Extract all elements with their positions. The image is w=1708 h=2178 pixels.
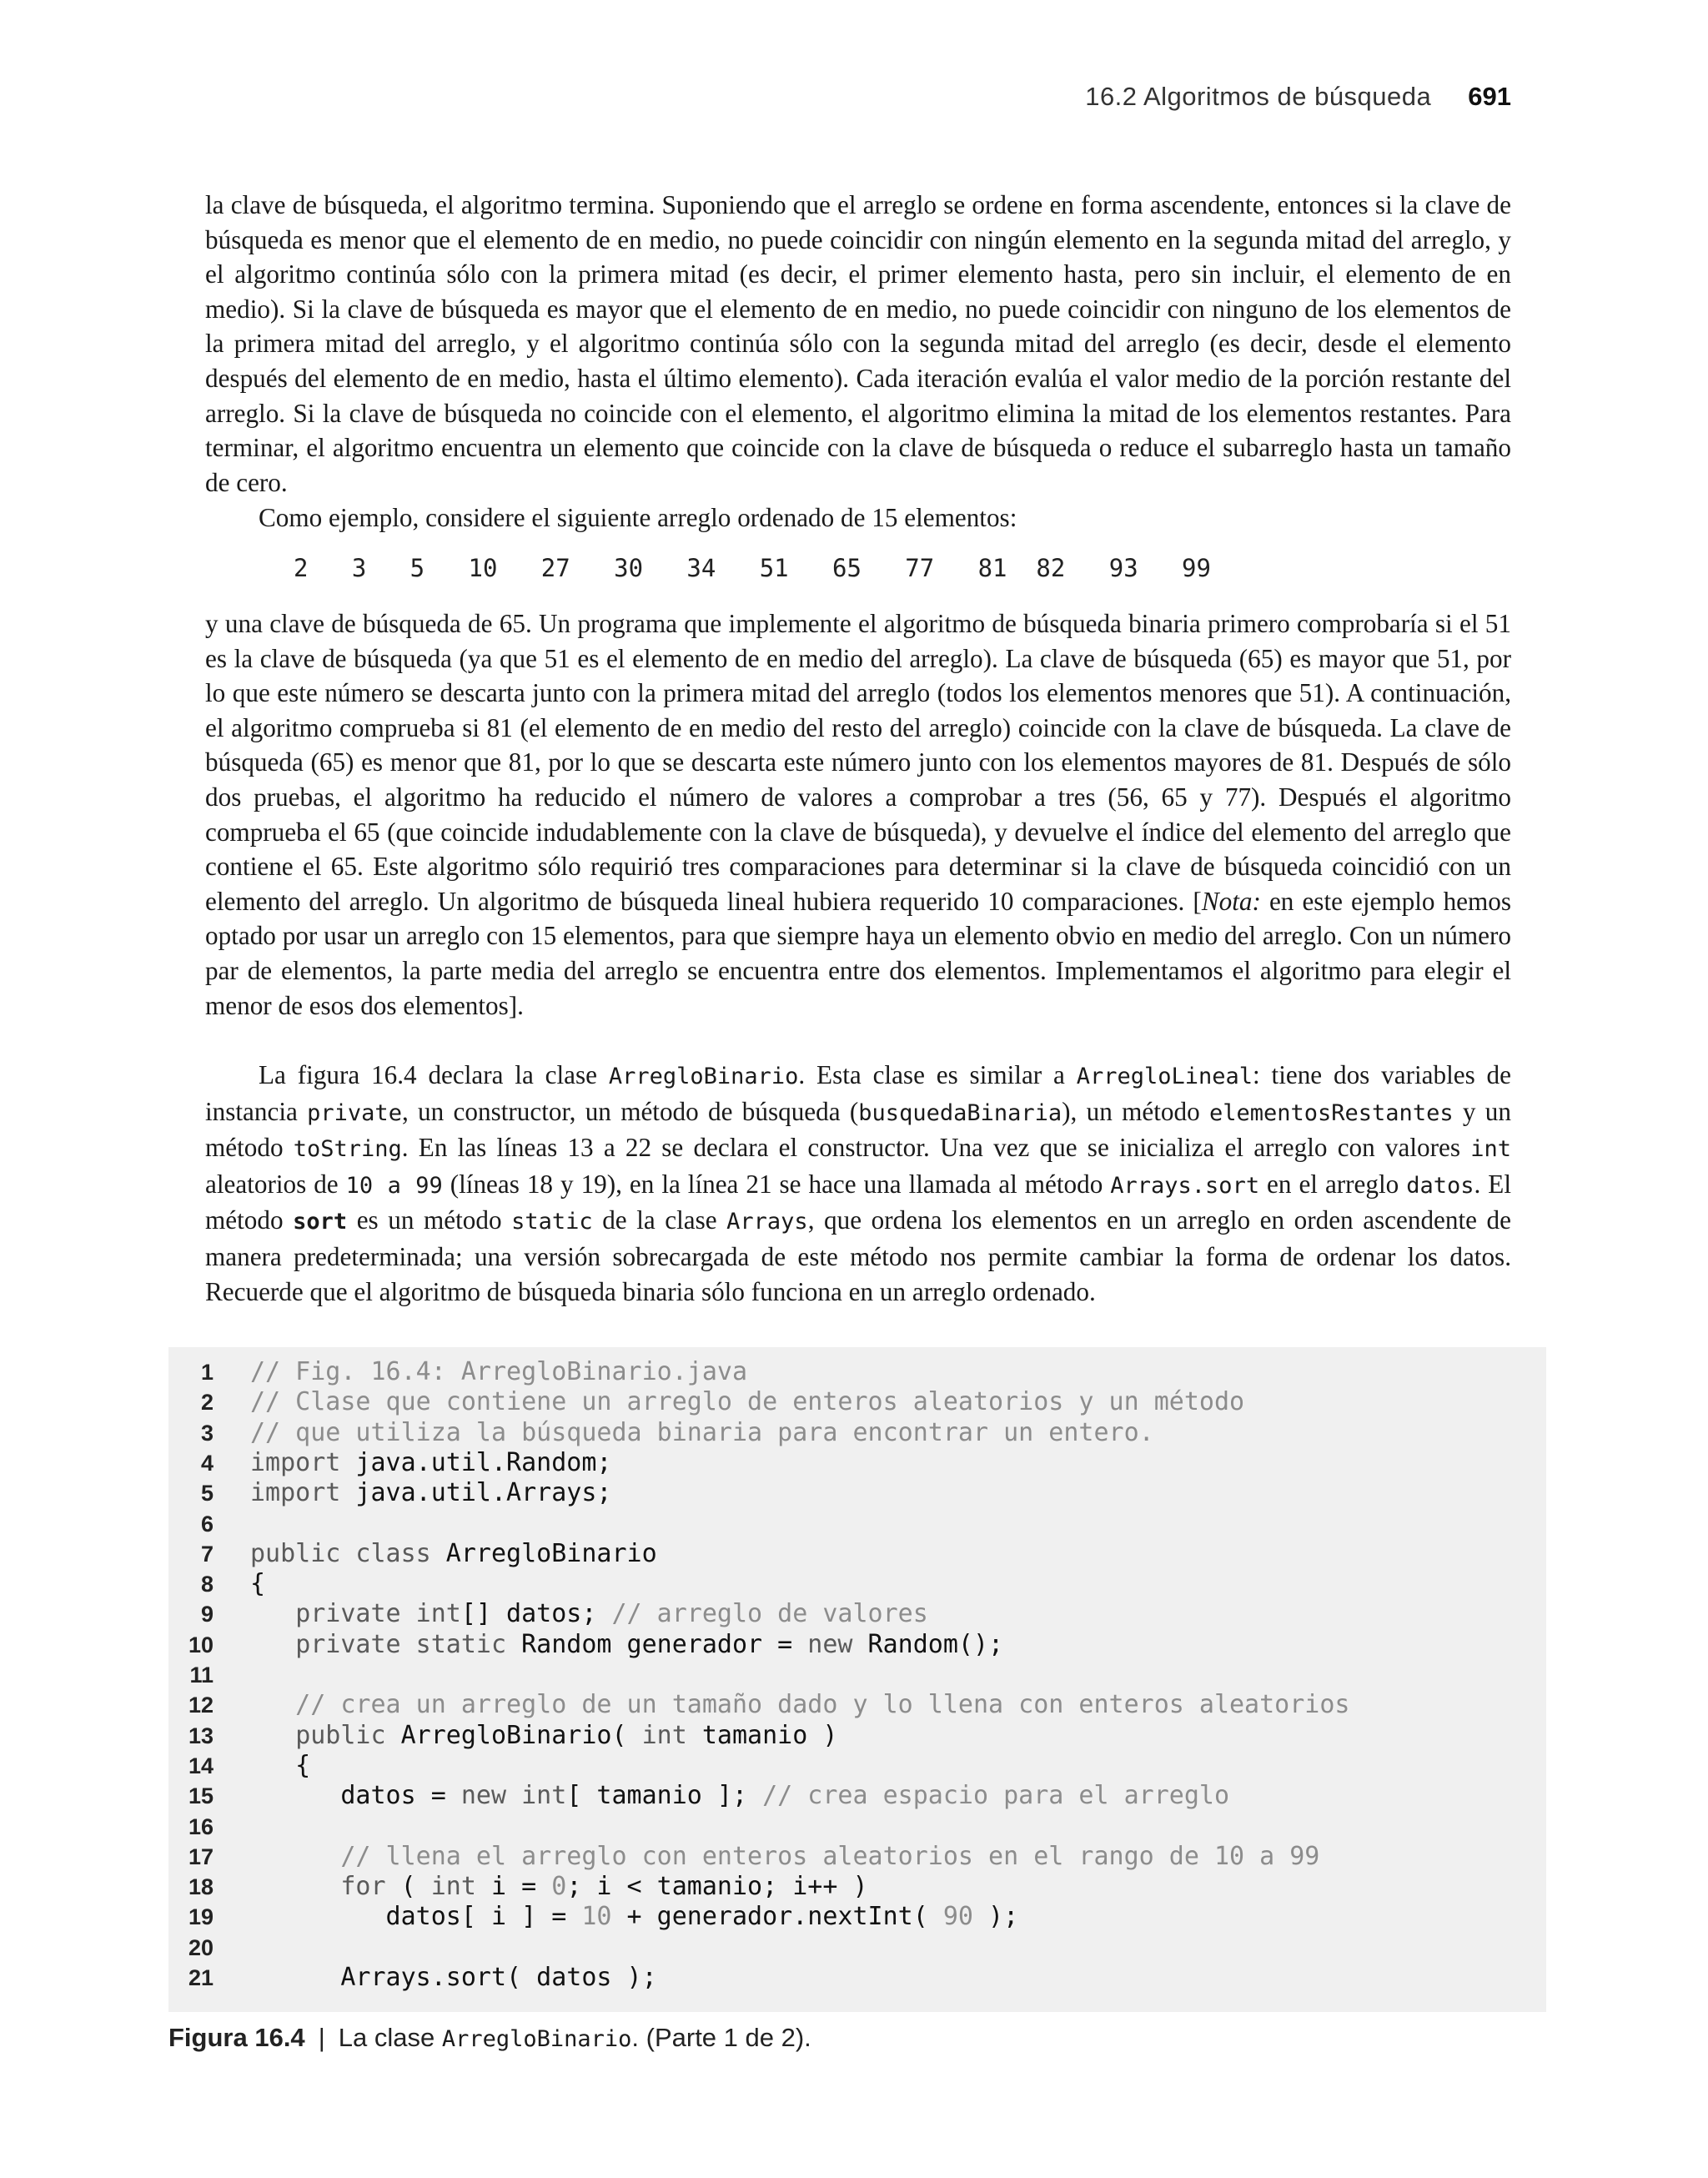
code-token: [] datos; [460, 1599, 612, 1629]
code-text [250, 1872, 868, 1902]
paragraph-3 [205, 606, 1511, 1023]
caption-separator: | [318, 2023, 325, 2052]
code-line [168, 1902, 1546, 1932]
code-token: Random generador = [506, 1629, 808, 1659]
code-listing [168, 1347, 1546, 2012]
line-number: 11 [189, 1662, 214, 1688]
p4-text: es un método [347, 1205, 512, 1235]
code-text [250, 1448, 611, 1478]
code-token: + generador.nextInt( [611, 1902, 943, 1932]
code-keyword: new int [460, 1781, 567, 1811]
line-number: 4 [200, 1450, 214, 1476]
code-comment: // Clase que contiene un arreglo de enteros aleatorios y un método [250, 1387, 1245, 1417]
figure-label: Figura 16.4 [168, 2023, 305, 2052]
code-token: { [250, 1750, 311, 1780]
line-number: 5 [200, 1481, 214, 1506]
code-keyword: import [250, 1478, 341, 1508]
paragraph-2: Como ejemplo, considere el siguiente arreglo ordenado de 15 elementos: [259, 503, 1017, 532]
line-number: 21 [188, 1965, 214, 1990]
line-number: 12 [188, 1693, 214, 1718]
line-number: 7 [200, 1541, 214, 1567]
p4-text: aleatorios de [205, 1169, 346, 1199]
code-line [168, 1781, 1546, 1811]
code-line [168, 1599, 1546, 1629]
code-text [250, 1963, 657, 1993]
line-number: 19 [188, 1904, 214, 1930]
p4-text: , un constructor, un método de búsqueda ( [401, 1096, 859, 1126]
line-number: 8 [200, 1572, 214, 1597]
code-keyword: public class [250, 1538, 431, 1568]
code-text [250, 1357, 747, 1387]
code-token [250, 1599, 295, 1628]
code-token: ArregloBinario( [385, 1720, 642, 1750]
code-text [250, 1569, 265, 1599]
code-text [250, 1751, 310, 1781]
code-number: 10 [581, 1902, 612, 1932]
code-text [250, 1902, 1018, 1932]
line-number: 15 [188, 1783, 214, 1809]
p4-text: ), un método [1062, 1096, 1209, 1126]
code-text [250, 1721, 837, 1751]
paragraph-1: la clave de búsqueda, el algoritmo termina. Suponiendo que el arreglo se ordene en forma ascendente, entonces si la clave de búsqueda es menor que el elemento de en medio, no puede coincidir con ningún elemento en la segunda mitad del arreglo, y el algoritmo continúa sólo con la primera mitad (es decir, el primer elemento hasta, pero sin incluir, el elemento de en medio). Si la clave de búsqueda es mayor que el elemento de en medio, no puede coincidir con ninguno de los elementos de la primera mitad del arreglo, y el algoritmo continúa sólo con la segunda mitad del arreglo (es decir, desde el elemento después del elemento de en medio, hasta el último elemento). Cada iteración evalúa el valor medio de la porción restante del arreglo. Si la clave de búsqueda no coincide con el elemento, el algoritmo elimina la mitad de los elementos restantes. Para terminar, el algoritmo encuentra un elemento que coincide con la clave de búsqueda o reduce el subarreglo hasta un tamaño de cero. [205, 190, 1511, 497]
paragraph-4 [205, 1058, 1511, 1309]
code-text [250, 1690, 1350, 1720]
p4-code: elementosRestantes [1208, 1099, 1454, 1126]
code-text [250, 1387, 1244, 1417]
code-text [250, 1842, 1319, 1872]
p4-code: sort [293, 1209, 348, 1235]
p4-text: : tiene dos variables de instancia [205, 1060, 1511, 1126]
line-number: 17 [188, 1844, 214, 1869]
code-line [168, 1933, 1546, 1963]
p4-code: toString [293, 1136, 402, 1163]
code-text [250, 1418, 1154, 1448]
p4-text: de la clase [592, 1205, 727, 1235]
code-token [250, 1721, 295, 1750]
code-comment: // que utiliza la búsqueda binaria para encontrar un entero. [250, 1417, 1154, 1447]
code-token: tamanio ) [686, 1720, 838, 1750]
paragraph-3-text-a: y una clave de búsqueda de 65. Un programa que implemente el algoritmo de búsqueda binaria primero comprobaría si el 51 es la clave de búsqueda (ya que 51 es el elemento de en medio del arreglo). La clave de búsqueda (65) es mayor que 51, por lo que este número se descarta junto con la primera mitad del arreglo (todos los elementos menores que 51). A continuación, el algoritmo comprueba si 81 (el elemento de en medio del resto del arreglo) coincide con la clave de búsqueda. La clave de búsqueda (65) es menor que 81, por lo que se descarta este número junto con los elementos mayores de 81. Después de sólo dos pruebas, el algoritmo ha reducido el número de valores a comprobar a tres (56, 65 y 77). Después el algoritmo comprueba el 65 (que coincide indudablemente con la clave de búsqueda), y devuelve el índice del elemento del arreglo que contiene el 65. Este algoritmo sólo requirió tres comparaciones para determinar si la clave de búsqueda coincidió con un elemento del arreglo. Un algoritmo de búsqueda lineal hubiera requerido 10 comparaciones. [ [205, 609, 1511, 916]
line-number: 10 [188, 1632, 214, 1657]
code-token: ; i < tamanio; i++ ) [566, 1872, 868, 1902]
code-token [250, 1630, 295, 1659]
code-text [250, 1599, 928, 1629]
page-number: 691 [1468, 82, 1511, 111]
p4-code: int [1470, 1136, 1511, 1163]
line-number: 3 [200, 1420, 214, 1446]
code-keyword: int [430, 1872, 476, 1902]
code-number: 90 [942, 1902, 973, 1932]
p4-code: Arrays [726, 1209, 808, 1235]
code-text [250, 1539, 657, 1569]
code-keyword: import [250, 1447, 341, 1477]
running-header [0, 82, 1511, 112]
code-token: [ tamanio ]; [566, 1781, 763, 1811]
p4-text: . Esta clase es similar a [798, 1060, 1077, 1089]
line-number: 1 [200, 1360, 214, 1385]
code-line [168, 1357, 1546, 1387]
code-keyword: new [807, 1629, 853, 1659]
code-line [168, 1842, 1546, 1872]
figure-caption [168, 2023, 811, 2053]
p4-text: , que ordena los elementos en un arreglo en orden ascendente de manera predeterminada; una versión sobrecargada de este método nos permite cambiar la forma de ordenar los datos. Recuerde que el algoritmo de búsqueda binaria sólo funciona en un arreglo ordenado. [205, 1205, 1511, 1306]
code-text [250, 1781, 1229, 1811]
paragraph-3-text-b: en este ejemplo hemos optado por usar un arreglo con 15 elementos, para que siempre haya un elemento obvio en medio del arreglo. Con un número par de elementos, la parte media del arreglo se encuentra entre dos elementos. Implementamos el algoritmo para elegir el menor de esos dos elementos]. [205, 886, 1512, 1020]
line-number: 6 [200, 1511, 214, 1537]
code-token: java.util.Random; [340, 1447, 612, 1477]
caption-class-name: ArregloBinario [441, 2026, 632, 2052]
code-line [168, 1751, 1546, 1781]
p4-text: La figura 16.4 declara la clase [259, 1060, 609, 1089]
code-keyword: int [641, 1720, 687, 1750]
line-number: 2 [200, 1390, 214, 1416]
code-token: java.util.Arrays; [340, 1478, 612, 1508]
line-number: 18 [188, 1874, 214, 1900]
code-line [168, 1690, 1546, 1720]
p4-code: private [307, 1099, 402, 1126]
line-number: 9 [200, 1602, 214, 1627]
code-token: datos = [250, 1781, 461, 1811]
p4-text: . En las líneas 13 a 22 se declara el constructor. Una vez que se inicializa el arreglo con valores [401, 1133, 1471, 1163]
section-title: 16.2 Algoritmos de búsqueda [1085, 82, 1432, 111]
code-comment: // crea espacio para el arreglo [762, 1781, 1230, 1811]
code-line [168, 1539, 1546, 1569]
code-token: ( [385, 1872, 431, 1902]
caption-text: La clase [338, 2023, 442, 2052]
code-keyword: private int [295, 1599, 461, 1629]
p4-code: static [511, 1209, 593, 1235]
p4-text: y un método [205, 1096, 1511, 1163]
code-line [168, 1448, 1546, 1478]
p4-code: ArregloBinario [608, 1064, 799, 1089]
p4-text: (líneas 18 y 19), en la línea 21 se hace una llamada al método [442, 1169, 1111, 1199]
code-text [250, 1630, 1003, 1660]
code-line [168, 1721, 1546, 1751]
code-token: i = [475, 1872, 552, 1902]
caption-text: . (Parte 1 de 2). [631, 2023, 811, 2052]
line-number: 13 [188, 1723, 214, 1748]
code-comment: // llena el arreglo con enteros aleatorios en el rango de 10 a 99 [250, 1841, 1320, 1871]
note-label: Nota: [1201, 886, 1261, 916]
code-line [168, 1387, 1546, 1417]
code-token: datos[ i ] = [250, 1902, 582, 1932]
code-comment: // arreglo de valores [611, 1599, 928, 1629]
code-text [250, 1478, 611, 1508]
code-keyword: private static [295, 1629, 507, 1659]
sorted-array-example: 2 3 5 10 27 30 34 51 65 77 81 82 93 99 [294, 554, 1211, 582]
p4-text: en el arreglo [1259, 1169, 1407, 1199]
p4-code: ArregloLineal [1076, 1064, 1253, 1089]
code-number: 0 [551, 1872, 567, 1902]
code-token: ); [972, 1902, 1019, 1932]
code-comment: // Fig. 16.4: ArregloBinario.java [250, 1357, 748, 1386]
code-keyword: public [295, 1720, 386, 1750]
code-token: Random(); [852, 1629, 1004, 1659]
code-line [168, 1963, 1546, 1993]
p4-text: . El método [205, 1169, 1511, 1235]
p4-code: datos [1406, 1172, 1474, 1199]
code-line [168, 1660, 1546, 1690]
code-token [250, 1872, 340, 1901]
p4-code: 10 a 99 [345, 1172, 443, 1199]
p4-code: Arrays.sort [1110, 1172, 1260, 1199]
line-number: 16 [188, 1813, 214, 1839]
code-token: Arrays.sort( datos ); [250, 1963, 657, 1992]
code-line [168, 1418, 1546, 1448]
code-line [168, 1630, 1546, 1660]
code-line [168, 1509, 1546, 1539]
line-number: 14 [188, 1753, 214, 1778]
code-token: { [250, 1569, 266, 1599]
code-line [168, 1812, 1546, 1842]
code-line [168, 1569, 1546, 1599]
code-line [168, 1872, 1546, 1902]
p4-code: busquedaBinaria [858, 1099, 1062, 1126]
code-comment: // crea un arreglo de un tamaño dado y lo llena con enteros aleatorios [250, 1690, 1350, 1720]
code-keyword: for [340, 1872, 386, 1902]
code-line [168, 1478, 1546, 1508]
code-token: ArregloBinario [430, 1538, 657, 1568]
line-number: 20 [188, 1934, 214, 1960]
